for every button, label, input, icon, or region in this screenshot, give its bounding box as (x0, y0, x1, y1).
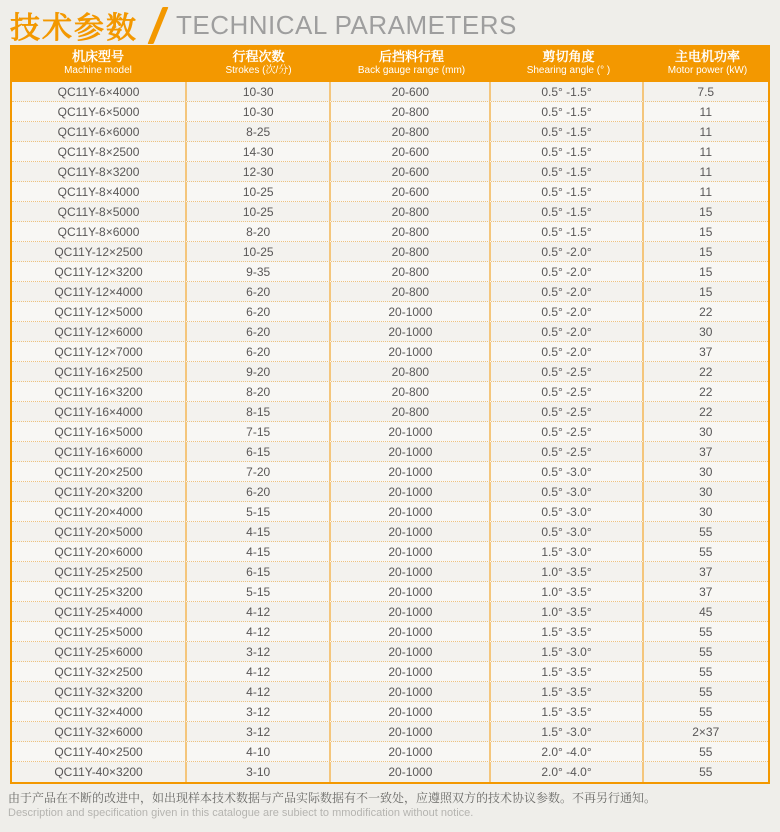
cell-motor-power: 45 (699, 604, 713, 619)
cell-motor-power: 11 (699, 104, 712, 119)
cell-shearing-angle: 0.5° -1.5° (491, 202, 643, 221)
column-header-zh: 主电机功率 (674, 49, 740, 65)
cell-machine-model: QC11Y-40×2500 (12, 742, 187, 761)
cell-back-gauge-range: 20-1000 (331, 442, 491, 461)
table-row (12, 642, 768, 662)
cell-shearing-angle: 0.5° -1.5° (491, 182, 643, 201)
page-title-chinese: 技术参数 (10, 12, 138, 45)
cell-machine-model: QC11Y-12×4000 (12, 282, 187, 301)
cell-shearing-angle: 1.5° -3.5° (491, 702, 643, 721)
cell-machine-model: QC11Y-25×5000 (12, 622, 187, 641)
cell-strokes: 4-15 (187, 522, 331, 541)
table-row (12, 622, 768, 642)
cell-machine-model: QC11Y-16×4000 (12, 402, 187, 421)
column-header-strokes (186, 45, 331, 82)
cell-strokes: 3-12 (187, 642, 331, 661)
cell-machine-model: QC11Y-25×3200 (12, 582, 187, 601)
table-row (12, 722, 768, 742)
cell-shearing-angle: 0.5° -2.5° (491, 382, 643, 401)
cell-shearing-angle: 0.5° -2.5° (491, 362, 643, 381)
cell-back-gauge-range: 20-600 (331, 142, 491, 161)
cell-strokes: 8-20 (187, 222, 331, 241)
table-row (12, 462, 768, 482)
cell-motor-power: 15 (699, 284, 713, 299)
cell-back-gauge-range: 20-1000 (331, 542, 491, 561)
cell-machine-model: QC11Y-6×5000 (12, 102, 187, 121)
cell-strokes: 6-20 (187, 322, 331, 341)
page-title-english: TECHNICAL PARAMETERS (176, 9, 517, 40)
cell-motor-power: 11 (699, 164, 712, 179)
cell-back-gauge-range: 20-600 (331, 162, 491, 181)
cell-machine-model: QC11Y-32×4000 (12, 702, 187, 721)
table-row (12, 342, 768, 362)
cell-motor-power: 11 (699, 144, 712, 159)
cell-shearing-angle: 2.0° -4.0° (491, 762, 643, 782)
cell-strokes: 4-12 (187, 682, 331, 701)
cell-shearing-angle: 0.5° -2.0° (491, 302, 643, 321)
table-row (12, 262, 768, 282)
cell-motor-power: 30 (699, 424, 713, 439)
cell-motor-power: 2×37 (692, 724, 720, 739)
table-row (12, 182, 768, 202)
table-row (12, 362, 768, 382)
cell-shearing-angle: 0.5° -2.0° (491, 262, 643, 281)
cell-machine-model: QC11Y-40×3200 (12, 762, 187, 782)
column-header-en: Shearing angle (° ) (526, 65, 611, 77)
cell-machine-model: QC11Y-12×3200 (12, 262, 187, 281)
cell-shearing-angle: 1.5° -3.5° (491, 682, 643, 701)
cell-back-gauge-range: 20-800 (331, 382, 491, 401)
cell-motor-power: 55 (699, 544, 713, 559)
cell-strokes: 3-10 (187, 762, 331, 782)
table-row (12, 602, 768, 622)
table-row (12, 542, 768, 562)
cell-machine-model: QC11Y-8×5000 (12, 202, 187, 221)
cell-machine-model: QC11Y-20×3200 (12, 482, 187, 501)
cell-strokes: 4-15 (187, 542, 331, 561)
cell-strokes: 5-15 (187, 502, 331, 521)
page-header (0, 0, 780, 45)
cell-strokes: 10-25 (187, 182, 331, 201)
cell-machine-model: QC11Y-20×6000 (12, 542, 187, 561)
cell-motor-power: 11 (699, 124, 712, 139)
cell-back-gauge-range: 20-800 (331, 242, 491, 261)
cell-motor-power: 22 (699, 304, 713, 319)
technical-parameters-table (10, 45, 770, 784)
cell-motor-power: 55 (699, 765, 713, 779)
cell-motor-power: 55 (699, 664, 713, 679)
cell-back-gauge-range: 20-800 (331, 122, 491, 141)
table-row (12, 422, 768, 442)
cell-strokes: 5-15 (187, 582, 331, 601)
cell-strokes: 8-20 (187, 382, 331, 401)
column-header-zh: 行程次数 (232, 49, 285, 65)
cell-shearing-angle: 0.5° -2.0° (491, 322, 643, 341)
cell-back-gauge-range: 20-800 (331, 222, 491, 241)
cell-motor-power: 22 (699, 384, 713, 399)
cell-strokes: 9-20 (187, 362, 331, 381)
cell-back-gauge-range: 20-600 (331, 182, 491, 201)
cell-shearing-angle: 2.0° -4.0° (491, 742, 643, 761)
table-row (12, 142, 768, 162)
cell-strokes: 4-12 (187, 602, 331, 621)
cell-machine-model: QC11Y-8×6000 (12, 222, 187, 241)
cell-motor-power: 55 (699, 644, 713, 659)
cell-back-gauge-range: 20-800 (331, 402, 491, 421)
cell-motor-power: 55 (699, 744, 713, 759)
cell-motor-power: 55 (699, 704, 713, 719)
cell-back-gauge-range: 20-1000 (331, 322, 491, 341)
cell-strokes: 7-15 (187, 422, 331, 441)
table-row (12, 562, 768, 582)
cell-back-gauge-range: 20-1000 (331, 622, 491, 641)
table-row (12, 702, 768, 722)
cell-machine-model: QC11Y-25×6000 (12, 642, 187, 661)
table-header-row (10, 45, 770, 82)
cell-machine-model: QC11Y-25×2500 (12, 562, 187, 581)
cell-motor-power: 22 (699, 364, 713, 379)
cell-machine-model: QC11Y-8×4000 (12, 182, 187, 201)
cell-machine-model: QC11Y-6×4000 (12, 82, 187, 101)
cell-strokes: 9-35 (187, 262, 331, 281)
table-row (12, 382, 768, 402)
cell-machine-model: QC11Y-6×6000 (12, 122, 187, 141)
cell-motor-power: 37 (699, 564, 713, 579)
column-header-en: Machine model (64, 65, 132, 77)
cell-strokes: 6-20 (187, 482, 331, 501)
cell-back-gauge-range: 20-1000 (331, 462, 491, 481)
cell-motor-power: 55 (699, 624, 713, 639)
cell-strokes: 6-15 (187, 562, 331, 581)
column-header-shearing-angle (492, 45, 645, 82)
cell-machine-model: QC11Y-8×2500 (12, 142, 187, 161)
cell-motor-power: 30 (699, 324, 713, 339)
cell-motor-power: 55 (699, 524, 713, 539)
cell-back-gauge-range: 20-1000 (331, 582, 491, 601)
table-row (12, 242, 768, 262)
cell-back-gauge-range: 20-1000 (331, 742, 491, 761)
cell-shearing-angle: 0.5° -3.0° (491, 482, 643, 501)
cell-machine-model: QC11Y-12×5000 (12, 302, 187, 321)
cell-strokes: 4-12 (187, 622, 331, 641)
cell-machine-model: QC11Y-32×3200 (12, 682, 187, 701)
table-body (10, 82, 770, 784)
cell-shearing-angle: 1.0° -3.5° (491, 582, 643, 601)
cell-back-gauge-range: 20-1000 (331, 722, 491, 741)
cell-strokes: 8-15 (187, 402, 331, 421)
cell-shearing-angle: 0.5° -2.0° (491, 242, 643, 261)
table-row (12, 282, 768, 302)
cell-machine-model: QC11Y-20×2500 (12, 462, 187, 481)
cell-motor-power: 37 (699, 444, 713, 459)
cell-back-gauge-range: 20-1000 (331, 522, 491, 541)
table-row (12, 762, 768, 782)
cell-machine-model: QC11Y-16×5000 (12, 422, 187, 441)
cell-shearing-angle: 0.5° -2.5° (491, 402, 643, 421)
column-header-en: Back gauge range (mm) (357, 65, 466, 77)
cell-back-gauge-range: 20-1000 (331, 642, 491, 661)
table-row (12, 162, 768, 182)
cell-machine-model: QC11Y-32×2500 (12, 662, 187, 681)
cell-strokes: 4-12 (187, 662, 331, 681)
cell-shearing-angle: 1.0° -3.5° (491, 562, 643, 581)
cell-back-gauge-range: 20-1000 (331, 562, 491, 581)
cell-strokes: 12-30 (187, 162, 331, 181)
cell-back-gauge-range: 20-1000 (331, 422, 491, 441)
footer-note-chinese: 由于产品在不断的改进中，如出现样本技术数据与产品实际数据有不一致处，应遵照双方的技术协议参数。不再另行通知。 (8, 791, 657, 805)
cell-back-gauge-range: 20-600 (331, 82, 491, 101)
cell-strokes: 3-12 (187, 702, 331, 721)
cell-shearing-angle: 1.5° -3.5° (491, 662, 643, 681)
table-row (12, 222, 768, 242)
column-header-zh: 后挡料行程 (378, 49, 444, 65)
column-header-en: Motor power (kW) (667, 65, 748, 77)
slash-divider-icon (148, 7, 169, 44)
cell-shearing-angle: 0.5° -2.5° (491, 442, 643, 461)
cell-back-gauge-range: 20-800 (331, 262, 491, 281)
cell-strokes: 10-25 (187, 202, 331, 221)
cell-back-gauge-range: 20-800 (331, 202, 491, 221)
column-header-back-gauge-range (331, 45, 492, 82)
column-header-zh: 机床型号 (72, 49, 125, 65)
table-row (12, 402, 768, 422)
cell-machine-model: QC11Y-16×2500 (12, 362, 187, 381)
cell-motor-power: 22 (699, 404, 713, 419)
table-row (12, 322, 768, 342)
column-header-zh: 剪切角度 (542, 49, 595, 65)
table-row (12, 742, 768, 762)
cell-shearing-angle: 0.5° -2.0° (491, 282, 643, 301)
cell-shearing-angle: 0.5° -1.5° (491, 162, 643, 181)
cell-back-gauge-range: 20-1000 (331, 482, 491, 501)
cell-strokes: 10-30 (187, 82, 331, 101)
table-row (12, 582, 768, 602)
cell-strokes: 6-20 (187, 342, 331, 361)
cell-motor-power: 30 (699, 464, 713, 479)
cell-shearing-angle: 0.5° -1.5° (491, 82, 643, 101)
cell-motor-power: 37 (699, 344, 713, 359)
cell-shearing-angle: 1.5° -3.5° (491, 622, 643, 641)
cell-strokes: 10-25 (187, 242, 331, 261)
cell-shearing-angle: 0.5° -3.0° (491, 502, 643, 521)
cell-back-gauge-range: 20-1000 (331, 502, 491, 521)
table-row (12, 522, 768, 542)
cell-strokes: 6-20 (187, 282, 331, 301)
cell-strokes: 10-30 (187, 102, 331, 121)
table-row (12, 82, 768, 102)
cell-strokes: 8-25 (187, 122, 331, 141)
cell-machine-model: QC11Y-12×6000 (12, 322, 187, 341)
table-row (12, 482, 768, 502)
table-row (12, 502, 768, 522)
cell-shearing-angle: 0.5° -1.5° (491, 142, 643, 161)
cell-motor-power: 30 (699, 484, 713, 499)
column-header-motor-power (645, 45, 770, 82)
cell-machine-model: QC11Y-12×2500 (12, 242, 187, 261)
cell-shearing-angle: 1.5° -3.0° (491, 722, 643, 741)
cell-back-gauge-range: 20-1000 (331, 602, 491, 621)
cell-strokes: 4-10 (187, 742, 331, 761)
cell-back-gauge-range: 20-800 (331, 102, 491, 121)
cell-back-gauge-range: 20-1000 (331, 682, 491, 701)
cell-machine-model: QC11Y-16×6000 (12, 442, 187, 461)
cell-motor-power: 15 (699, 264, 713, 279)
cell-strokes: 6-15 (187, 442, 331, 461)
page-footer (8, 790, 770, 820)
cell-back-gauge-range: 20-1000 (331, 342, 491, 361)
cell-machine-model: QC11Y-32×6000 (12, 722, 187, 741)
cell-back-gauge-range: 20-1000 (331, 702, 491, 721)
table-row (12, 122, 768, 142)
cell-machine-model: QC11Y-12×7000 (12, 342, 187, 361)
table-row (12, 202, 768, 222)
cell-shearing-angle: 1.0° -3.5° (491, 602, 643, 621)
table-row (12, 662, 768, 682)
cell-machine-model: QC11Y-16×3200 (12, 382, 187, 401)
column-header-machine-model (10, 45, 186, 82)
cell-motor-power: 37 (699, 584, 713, 599)
cell-shearing-angle: 1.5° -3.0° (491, 542, 643, 561)
cell-strokes: 7-20 (187, 462, 331, 481)
cell-back-gauge-range: 20-800 (331, 362, 491, 381)
cell-shearing-angle: 0.5° -2.5° (491, 422, 643, 441)
cell-back-gauge-range: 20-800 (331, 282, 491, 301)
cell-shearing-angle: 1.5° -3.0° (491, 642, 643, 661)
cell-back-gauge-range: 20-1000 (331, 762, 491, 782)
cell-shearing-angle: 0.5° -3.0° (491, 462, 643, 481)
cell-shearing-angle: 0.5° -2.0° (491, 342, 643, 361)
cell-machine-model: QC11Y-8×3200 (12, 162, 187, 181)
cell-strokes: 3-12 (187, 722, 331, 741)
cell-machine-model: QC11Y-25×4000 (12, 602, 187, 621)
table-row (12, 442, 768, 462)
cell-motor-power: 15 (699, 224, 713, 239)
cell-shearing-angle: 0.5° -1.5° (491, 102, 643, 121)
cell-motor-power: 15 (699, 244, 713, 259)
column-header-en: Strokes (次/分) (225, 65, 292, 77)
cell-shearing-angle: 0.5° -1.5° (491, 222, 643, 241)
cell-strokes: 6-20 (187, 302, 331, 321)
cell-machine-model: QC11Y-20×5000 (12, 522, 187, 541)
cell-motor-power: 7.5 (697, 84, 715, 99)
table-row (12, 682, 768, 702)
cell-shearing-angle: 0.5° -3.0° (491, 522, 643, 541)
cell-shearing-angle: 0.5° -1.5° (491, 122, 643, 141)
cell-machine-model: QC11Y-20×4000 (12, 502, 187, 521)
cell-motor-power: 11 (699, 184, 712, 199)
cell-motor-power: 55 (699, 684, 713, 699)
footer-note-english: Description and specification given in this catalogue are subiect to mmodification without notice. (8, 807, 474, 820)
cell-motor-power: 30 (699, 504, 713, 519)
cell-back-gauge-range: 20-1000 (331, 662, 491, 681)
table-row (12, 302, 768, 322)
table-row (12, 102, 768, 122)
cell-strokes: 14-30 (187, 142, 331, 161)
cell-back-gauge-range: 20-1000 (331, 302, 491, 321)
cell-motor-power: 15 (699, 204, 713, 219)
